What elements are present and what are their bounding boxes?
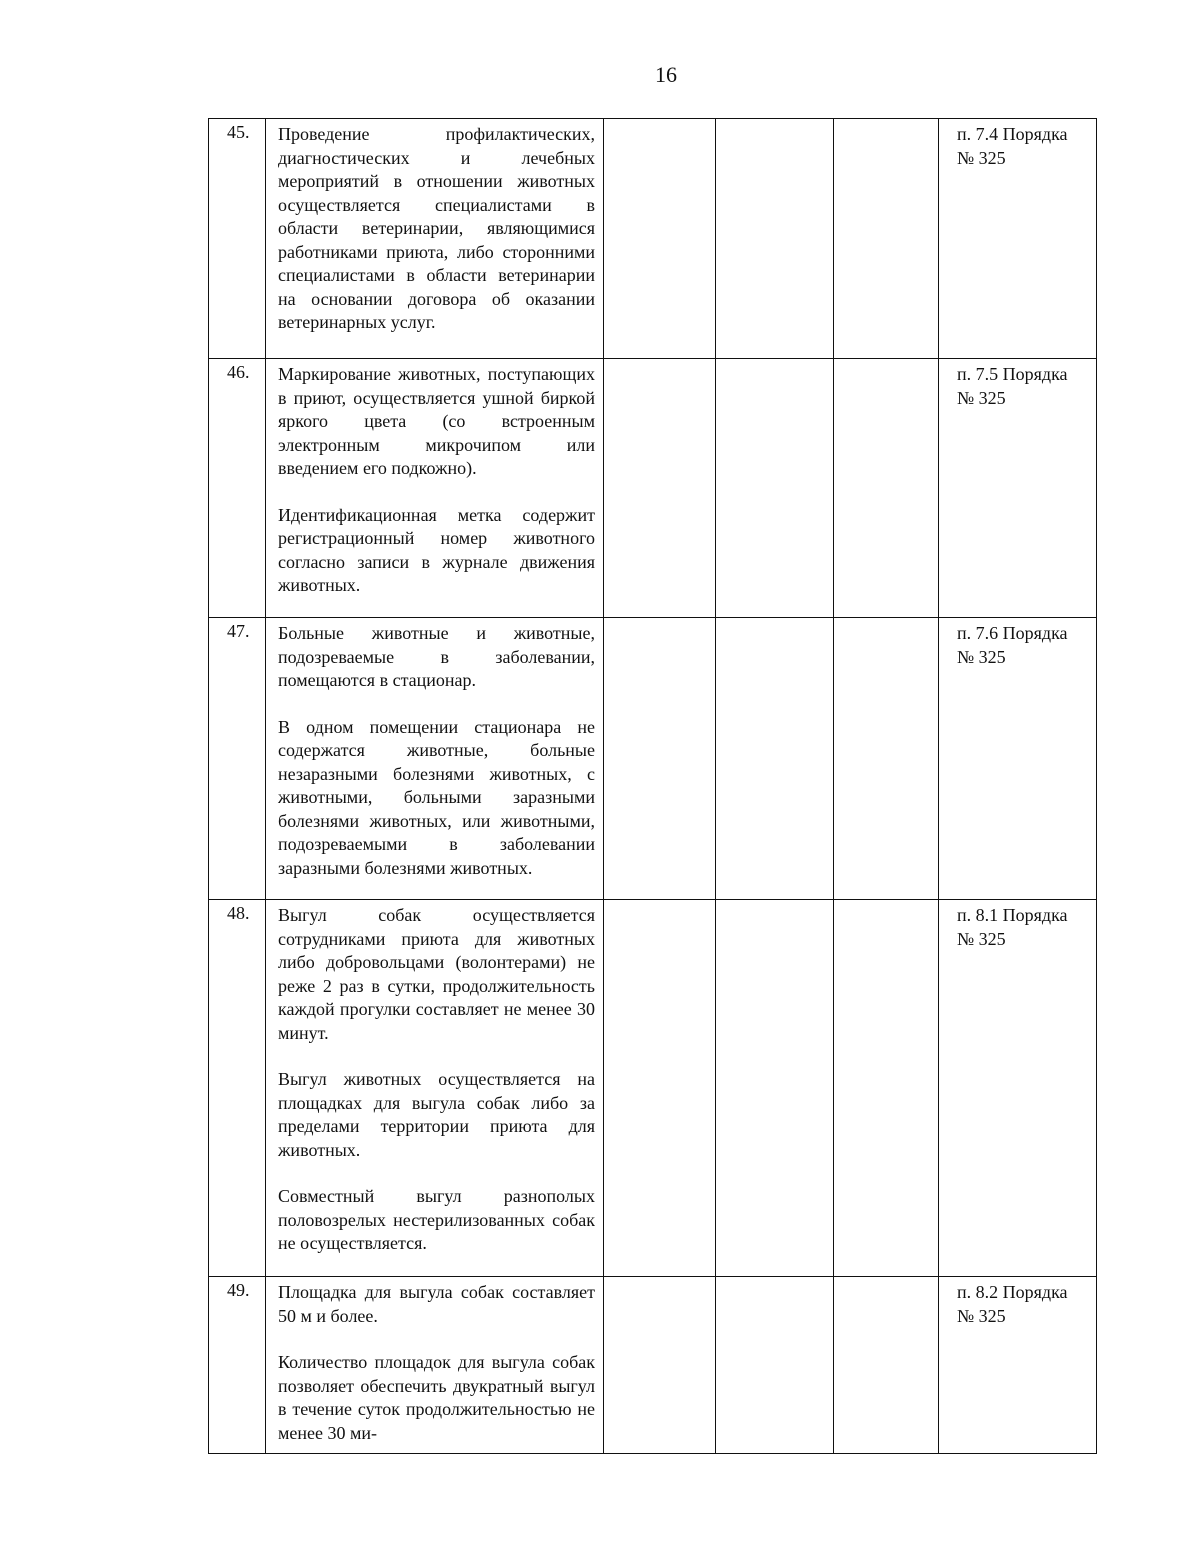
requirement-paragraph: Идентификационная метка содержит регистрационный номер животного согласно записи в журнале движения животных. — [278, 504, 595, 595]
empty-cell — [716, 900, 834, 1277]
table-row — [209, 1277, 1097, 1454]
requirement-paragraph: Количество площадок для выгула собак позволяет обеспечить двукратный выгул в течение суток продолжительностью не менее 30 ми- — [278, 1352, 595, 1443]
reference-line: п. 7.6 Порядка — [957, 623, 1068, 643]
requirement-paragraph: Выгул собак осуществляется сотрудниками приюта для животных либо добровольцами (волонтерами) не реже 2 раз в сутки, продолжительность каждой прогулки составляет не менее 30 минут. — [278, 905, 595, 1043]
empty-cell — [834, 900, 939, 1277]
empty-cell — [716, 618, 834, 900]
empty-cell — [604, 900, 716, 1277]
row-number: 49. — [209, 1277, 266, 1454]
reference-line: п. 8.2 Порядка — [957, 1282, 1068, 1302]
requirement-paragraph: Проведение профилактических, диагностических и лечебных мероприятий в отношении животных осуществляется специалистами в области ветеринарии, являющимися работниками приюта, либо сторонними специалистами в области ветеринарии на основании договора об оказании ветеринарных услуг. — [278, 124, 595, 332]
empty-cell — [834, 1277, 939, 1454]
requirement-text — [266, 1277, 604, 1454]
empty-cell — [834, 359, 939, 618]
reference-line: № 325 — [957, 1305, 1006, 1326]
empty-cell — [604, 618, 716, 900]
table-row — [209, 119, 1097, 359]
reference-line: № 325 — [957, 928, 1006, 949]
reference-line: № 325 — [957, 646, 1006, 667]
empty-cell — [716, 359, 834, 618]
legal-reference — [939, 1277, 1097, 1454]
legal-reference — [939, 119, 1097, 359]
table-row — [209, 359, 1097, 618]
legal-reference — [939, 900, 1097, 1277]
requirement-text — [266, 618, 604, 900]
row-number: 45. — [209, 119, 266, 359]
requirement-paragraph: В одном помещении стационара не содержатся животные, больные незаразными болезнями животных, с животными, больными заразными болезнями животных, или животными, подозреваемыми в заболевании заразными болезнями животных. — [278, 716, 595, 878]
requirement-paragraph: Выгул животных осуществляется на площадках для выгула собак либо за пределами территории приюта для животных. — [278, 1069, 595, 1160]
requirement-paragraph: Площадка для выгула собак составляет 50 м и более. — [278, 1282, 595, 1326]
requirement-paragraph: Больные животные и животные, подозреваемые в заболевании, помещаются в стационар. — [278, 623, 595, 690]
empty-cell — [604, 1277, 716, 1454]
table-row — [209, 618, 1097, 900]
table-row — [209, 900, 1097, 1277]
requirement-text — [266, 359, 604, 618]
empty-cell — [604, 119, 716, 359]
requirement-paragraph: Маркирование животных, поступающих в приют, осуществляется ушной биркой яркого цвета (со встроенным электронным микрочипом или введением его подкожно). — [278, 364, 595, 478]
empty-cell — [716, 1277, 834, 1454]
reference-line: п. 8.1 Порядка — [957, 905, 1068, 925]
requirement-text — [266, 900, 604, 1277]
legal-reference — [939, 359, 1097, 618]
empty-cell — [834, 618, 939, 900]
row-number: 48. — [209, 900, 266, 1277]
reference-line: п. 7.5 Порядка — [957, 364, 1068, 384]
row-number: 47. — [209, 618, 266, 900]
requirements-table — [208, 118, 1097, 1454]
reference-line: п. 7.4 Порядка — [957, 124, 1068, 144]
page-number: 16 — [655, 62, 677, 87]
empty-cell — [716, 119, 834, 359]
requirement-paragraph: Совместный выгул разнополых половозрелых нестерилизованных собак не осуществляется. — [278, 1186, 595, 1253]
requirement-text — [266, 119, 604, 359]
legal-reference — [939, 618, 1097, 900]
row-number: 46. — [209, 359, 266, 618]
empty-cell — [834, 119, 939, 359]
reference-line: № 325 — [957, 387, 1006, 408]
empty-cell — [604, 359, 716, 618]
reference-line: № 325 — [957, 147, 1006, 168]
